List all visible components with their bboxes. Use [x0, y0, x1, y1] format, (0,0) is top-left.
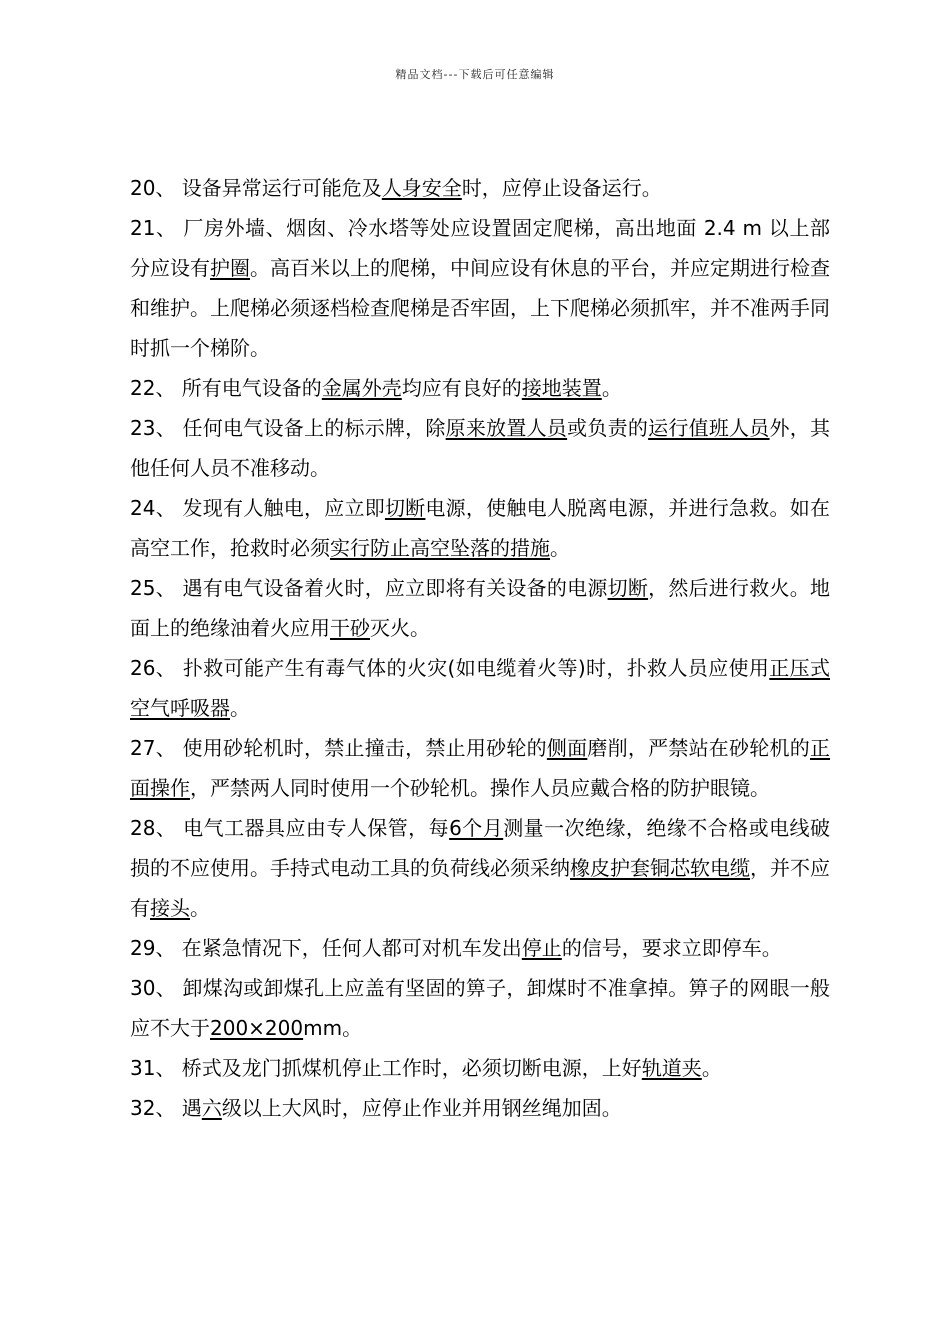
list-item: 22、 所有电气设备的金属外壳均应有良好的接地装置。 — [130, 376, 622, 400]
list-item: 20、 设备异常运行可能危及人身安全时，应停止设备运行。 — [130, 176, 662, 200]
list-item: 21、 厂房外墙、烟囱、冷水塔等处应设置固定爬梯，高出地面 2.4 m 以上部分应设有护圈。高百米以上的爬梯，中间应设有休息的平台，并应定期进行检查和维护。上爬梯必须逐档检查爬梯是否牢固，上下爬梯必须抓牢，并不准两手同时抓一个梯阶。 — [130, 216, 830, 360]
list-item: 25、 遇有电气设备着火时，应立即将有关设备的电源切断，然后进行救火。地面上的绝缘油着火应用干砂灭火。 — [130, 576, 831, 640]
list-item: 28、 电气工器具应由专人保管，每6个月测量一次绝缘，绝缘不合格或电线破损的不应使用。手持式电动工具的负荷线必须采纳橡皮护套铜芯软电缆，并不应有接头。 — [130, 816, 831, 920]
list-item: 23、 任何电气设备上的标示牌，除原来放置人员或负责的运行值班人员外，其他任何人员不准移动。 — [130, 416, 831, 480]
list-item: 30、 卸煤沟或卸煤孔上应盖有坚固的箅子，卸煤时不准拿掉。箅子的网眼一般应不大于200×200mm。 — [130, 976, 830, 1040]
list-item: 29、 在紧急情况下，任何人都可对机车发出停止的信号，要求立即停车。 — [130, 936, 782, 960]
list-item: 31、 桥式及龙门抓煤机停止工作时，必须切断电源，上好轨道夹。 — [130, 1056, 722, 1080]
page-header: 精品文档---下载后可任意编辑 — [395, 68, 555, 81]
list-item: 27、 使用砂轮机时，禁止撞击，禁止用砂轮的侧面磨削，严禁站在砂轮机的正面操作，严禁两人同时使用一个砂轮机。操作人员应戴合格的防护眼镜。 — [130, 736, 831, 800]
document-body — [130, 168, 830, 1128]
list-item: 26、 扑救可能产生有毒气体的火灾(如电缆着火等)时，扑救人员应使用正压式空气呼吸器。 — [130, 656, 830, 720]
list-item: 32、 遇六级以上大风时，应停止作业并用钢丝绳加固。 — [130, 1096, 622, 1120]
list-item: 24、 发现有人触电，应立即切断电源，使触电人脱离电源，并进行急救。如在高空工作，抢救时必须实行防止高空坠落的措施。 — [130, 496, 830, 560]
